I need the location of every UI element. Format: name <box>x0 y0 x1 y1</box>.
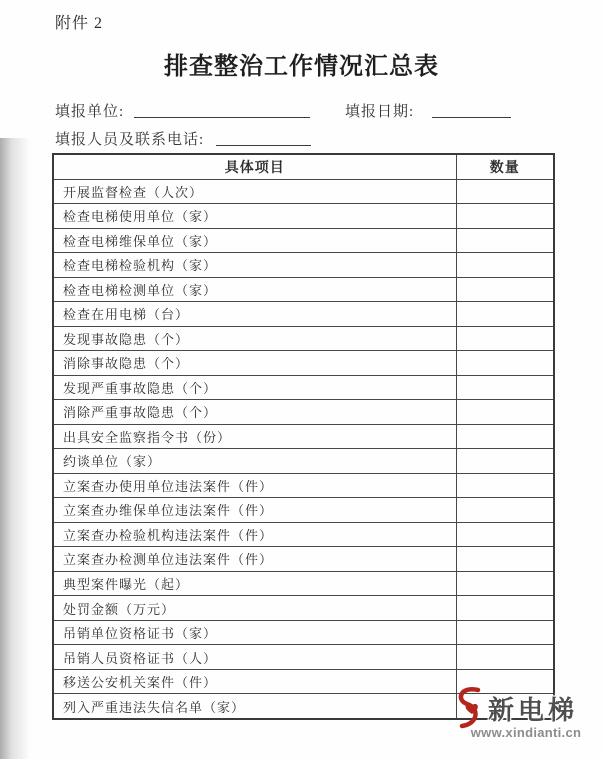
item-cell: 列入严重违法失信名单（家） <box>53 694 456 719</box>
table-row <box>53 547 554 572</box>
table-row <box>53 571 554 596</box>
logo-name: 新电梯 <box>488 694 579 725</box>
item-cell: 吊销单位资格证书（家） <box>53 620 456 645</box>
reporting-person-label: 填报人员及联系电话: <box>55 132 205 148</box>
quantity-cell <box>456 571 554 596</box>
xindianti-logo <box>450 686 602 740</box>
quantity-cell <box>456 522 554 547</box>
item-cell: 立案查办使用单位违法案件（件） <box>53 473 456 498</box>
item-cell: 检查电梯使用单位（家） <box>53 204 456 229</box>
table-row <box>53 351 554 376</box>
item-cell: 吊销人员资格证书（人） <box>53 645 456 670</box>
item-cell: 发现严重事故隐患（个） <box>53 375 456 400</box>
table-row <box>53 522 554 547</box>
item-cell: 约谈单位（家） <box>53 449 456 474</box>
item-cell: 移送公安机关案件（件） <box>53 669 456 694</box>
item-cell: 检查电梯维保单位（家） <box>53 228 456 253</box>
summary-table <box>52 153 555 720</box>
item-cell: 检查在用电梯（台） <box>53 302 456 327</box>
logo-url: www.xindianti.cn <box>470 725 582 740</box>
quantity-cell <box>456 620 554 645</box>
table-row <box>53 179 554 204</box>
quantity-cell <box>456 400 554 425</box>
column-header-item: 具体项目 <box>53 154 456 179</box>
item-cell: 消除严重事故隐患（个） <box>53 400 456 425</box>
column-header-quantity: 数量 <box>456 154 554 179</box>
table-row <box>53 596 554 621</box>
quantity-cell <box>456 351 554 376</box>
item-cell: 检查电梯检测单位（家） <box>53 277 456 302</box>
page-title: 排查整治工作情况汇总表 <box>164 54 439 80</box>
table-row <box>53 302 554 327</box>
table-row <box>53 449 554 474</box>
quantity-cell <box>456 277 554 302</box>
quantity-cell <box>456 449 554 474</box>
table-row <box>53 473 554 498</box>
table-row <box>53 375 554 400</box>
quantity-cell <box>456 326 554 351</box>
table-row <box>53 645 554 670</box>
summary-table-body <box>53 179 554 719</box>
quantity-cell <box>456 547 554 572</box>
quantity-cell <box>456 498 554 523</box>
item-cell: 检查电梯检验机构（家） <box>53 253 456 278</box>
reporting-unit-blank <box>134 100 310 118</box>
quantity-cell <box>456 302 554 327</box>
quantity-cell <box>456 596 554 621</box>
item-cell: 典型案件曝光（起） <box>53 571 456 596</box>
table-row <box>53 326 554 351</box>
reporting-date-label: 填报日期: <box>345 104 415 120</box>
logo-8-heart-icon <box>450 686 488 730</box>
item-cell: 立案查办检测单位违法案件（件） <box>53 547 456 572</box>
page-edge-shadow <box>0 138 30 759</box>
item-cell: 处罚金额（万元） <box>53 596 456 621</box>
quantity-cell <box>456 645 554 670</box>
attachment-label: 附件 2 <box>55 15 104 32</box>
quantity-cell <box>456 375 554 400</box>
reporting-date-blank <box>432 100 511 118</box>
table-row <box>53 424 554 449</box>
table-row <box>53 498 554 523</box>
table-row <box>53 253 554 278</box>
table-header-row <box>53 154 554 179</box>
table-row <box>53 400 554 425</box>
table-row <box>53 620 554 645</box>
item-cell: 开展监督检查（人次） <box>53 179 456 204</box>
quantity-cell <box>456 179 554 204</box>
table-row <box>53 228 554 253</box>
quantity-cell <box>456 204 554 229</box>
item-cell: 出具安全监察指令书（份） <box>53 424 456 449</box>
table-row <box>53 204 554 229</box>
reporting-unit-label: 填报单位: <box>55 104 125 120</box>
item-cell: 立案查办维保单位违法案件（件） <box>53 498 456 523</box>
quantity-cell <box>456 228 554 253</box>
quantity-cell <box>456 253 554 278</box>
quantity-cell <box>456 424 554 449</box>
table-row <box>53 277 554 302</box>
quantity-cell <box>456 473 554 498</box>
item-cell: 立案查办检验机构违法案件（件） <box>53 522 456 547</box>
item-cell: 消除事故隐患（个） <box>53 351 456 376</box>
reporting-person-blank <box>216 128 311 146</box>
item-cell: 发现事故隐患（个） <box>53 326 456 351</box>
